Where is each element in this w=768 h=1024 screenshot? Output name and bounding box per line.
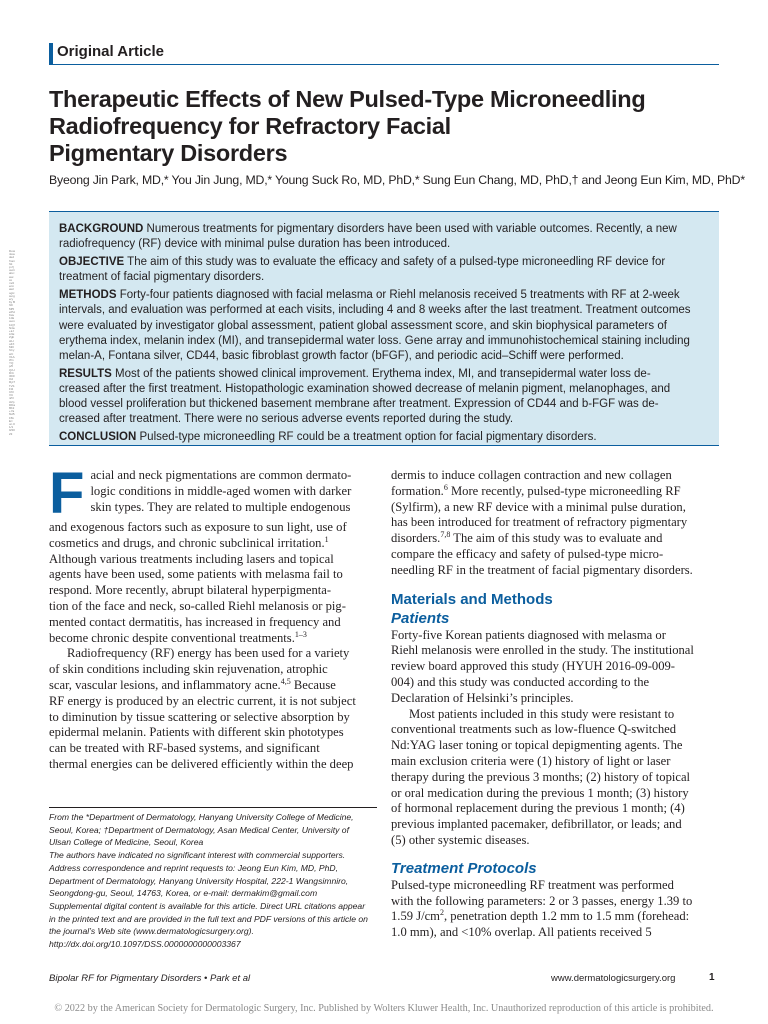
body-line: Declaration of Helsinki’s principles. (391, 690, 574, 705)
body-column-right (391, 468, 719, 941)
abstract-line: erythema index, melanin index (MI), and transepidermal water loss. Gene array and immunohistochemical staining including (59, 334, 690, 347)
header-rule (49, 64, 719, 65)
abstract-line: radiofrequency (RF) device with minimal pulse duration has been introduced. (59, 238, 451, 251)
abstract-box (49, 211, 719, 446)
abstract-line: intervals, and evaluation was performed at each visits, including 4 and 8 weeks after the last treatment. Treatment outcomes (59, 304, 691, 317)
body-line: Forty-five Korean patients diagnosed with melasma or (391, 627, 666, 642)
subsection-heading-protocols: Treatment Protocols (391, 859, 537, 877)
footnote-affiliation: Seoul, Korea; †Department of Dermatology, Asan Medical Center, University of (49, 824, 349, 835)
abstract-label-methods: METHODS (59, 289, 117, 302)
body-line: cosmetics and drugs, and chronic subclinical irritation.$^1$ (49, 534, 329, 550)
footnote-affiliation: Ulsan College of Medicine, Seoul, Korea (49, 837, 204, 848)
body-line: logic conditions in middle-aged women with darker (90, 483, 352, 498)
body-line: Although various treatments including lasers and topical (49, 551, 334, 566)
abstract-line: were evaluated by investigator global assessment, patient global assessment score, and skin biophysical parameters of (59, 319, 667, 332)
title-line: Therapeutic Effects of New Pulsed-Type Microneedling (49, 86, 646, 112)
section-heading-methods: Materials and Methods (391, 590, 553, 608)
footnote-correspondence: Address correspondence and reprint requests to: Jeong Eun Kim, MD, PhD, (49, 862, 338, 873)
body-line: conventional treatments such as low-fluence Q-switched (391, 722, 677, 737)
body-line: (Sylfirm), a new RF device with a minimal pulse duration, (391, 499, 686, 514)
body-line: mented contact dermatitis, has increased in frequency and (49, 614, 341, 629)
body-line: 1.0 mm), and <10% overlap. All patients received 5 (391, 925, 652, 940)
subsection-heading-patients: Patients (391, 609, 450, 627)
journal-url[interactable]: www.dermatologicsurgery.org (551, 973, 676, 984)
body-line: epidermal melanin. Patients with different skin phototypes (49, 725, 344, 740)
body-line: respond. More recently, abrupt bilateral hyperpigmenta- (49, 583, 332, 598)
author-list: Byeong Jin Park, MD,* You Jin Jung, MD,* Young Suck Ro, MD, PhD,* Sung Eun Chang, MD, PhD,† and Jeong Eun Kim, MD, PhD* (49, 173, 745, 187)
body-line: thermal energies can be delivered efficiently within the deep (49, 756, 354, 771)
running-footer: Bipolar RF for Pigmentary Disorders • Park et al (49, 973, 251, 984)
title-line: Pigmentary Disorders (49, 140, 288, 166)
download-note: Downloaded from http://journals.lww.com/dermatologicsurgery by BhDMf5ePHKav1zEoum1tQfN4a+kJLhEZgbsIHo4XMi0hCywCX1AWnYQp/IlQrHD3i3D0OdRyi7TvSFl4Cf3VC4/OAVpDDa8K2+Ya6H515kE= on 01/10/2023 (9, 250, 15, 436)
body-line: (5) other systemic diseases. (391, 832, 530, 847)
body-column-left (49, 461, 377, 773)
body-line: main exclusion criteria were (1) history of light or laser (391, 753, 671, 768)
body-line: 004) and this study was conducted according to the (391, 674, 650, 689)
abstract-line: Pulsed-type microneedling RF could be a treatment option for facial pigmentary disorders. (136, 431, 597, 444)
body-line: has been introduced for treatment of refractory pigmentary (391, 515, 688, 530)
copyright-notice: © 2022 by the American Society for Dermatologic Surgery, Inc. Published by Wolters Kluwer Health, Inc. Unauthorized reproduction of this article is prohibited. (54, 1003, 714, 1014)
body-line: therapy during the previous 3 months; (2) history of topical (391, 769, 691, 784)
body-line: agents have been used, some patients with melasma fail to (49, 567, 343, 582)
abstract-label-results: RESULTS (59, 367, 112, 380)
citation-ref[interactable]: 6 (443, 482, 448, 492)
body-line: skin types. They are related to multiple endogenous (90, 499, 351, 514)
article-title (49, 86, 739, 167)
footnotes (49, 811, 377, 951)
abstract-text (59, 222, 711, 445)
body-line: scar, vascular lesions, and inflammatory acne.$^{4,5}$ Because (49, 676, 336, 692)
body-line: dermis to induce collagen contraction and new collagen (391, 468, 672, 482)
abstract-line: blood vessel proliferation but thickened basement membrane after treatment. Expression of CD44 and b-FGF was de- (59, 398, 659, 411)
footnote-correspondence: Department of Dermatology, Hanyang University Hospital, 222-1 Wangsimniro, (49, 875, 349, 886)
abstract-label-conclusion: CONCLUSION (59, 431, 137, 444)
body-line: Radiofrequency (RF) energy has been used for a variety (67, 646, 350, 661)
body-line: Nd:YAG laser toning or topical depigmenting agents. The (391, 738, 683, 753)
body-line: can be treated with RF-based systems, and significant (49, 741, 320, 756)
body-line: acial and neck pigmentations are common dermato- (90, 468, 352, 482)
body-line: or oral medication during the previous 1 month; (3) history (391, 785, 689, 800)
footnote-supplemental: Supplemental digital content is available for this article. Direct URL citations appear (49, 900, 366, 911)
abstract-line: treatment of facial pigmentary disorders. (59, 271, 265, 284)
page-number: 1 (709, 972, 715, 983)
body-line: review board approved this study (HYUH 2016-09-009- (391, 659, 675, 674)
body-line: become chronic despite conventional treatments.$^{1-3}$ (49, 629, 307, 645)
abstract-label-objective: OBJECTIVE (59, 256, 125, 269)
article-type-marker (49, 43, 53, 64)
body-line: RF energy is produced by an electric current, it is not subject (49, 693, 356, 708)
abstract-line: The aim of this study was to evaluate the efficacy and safety of a pulsed-type microneedling RF device for (124, 256, 666, 269)
footnote-email[interactable]: Seongdong-gu, Seoul, 14763, Korea, or e-mail: dermakim@gmail.com (49, 888, 318, 899)
body-line: 1.59 $J/cm^2$, penetration depth 1.2 mm to 1.5 mm (forehead: (391, 908, 690, 924)
footnote-disclosure: The authors have indicated no significant interest with commercial supporters. (49, 850, 346, 861)
body-line: needling RF in the treatment of facial pigmentary disorders. (391, 562, 693, 577)
citation-ref[interactable]: 1–3 (294, 629, 307, 639)
abstract-line: creased after treatment. There were no serious adverse events reported during the study. (59, 413, 514, 426)
body-line: formation.$^6$ More recently, pulsed-type microneedling RF (391, 482, 681, 498)
body-line: of skin conditions including skin rejuvenation, atrophic (49, 662, 328, 677)
body-line: to diminution by tissue scattering or selective absorption by (49, 709, 350, 724)
article-type-label: Original Article (57, 43, 164, 60)
abstract-line: melan-A, Fontana silver, CD44, basic fibroblast growth factor (bFGF), and periodic acid–Schiff were performed. (59, 349, 624, 362)
abstract-line: creased after the first treatment. Histopathologic examination showed decrease of melanin pigment, melanophages, and (59, 382, 671, 395)
body-line: Most patients included in this study were resistant to (409, 706, 675, 721)
footnote-rule (49, 807, 377, 808)
body-line: previous implanted pacemaker, defibrillator, or leads; and (391, 817, 682, 832)
footnote-affiliation: From the *Department of Dermatology, Hanyang University College of Medicine, (49, 812, 354, 822)
footnote-supplemental: the journal’s Web site (www.dermatologicsurgery.org). (49, 926, 254, 937)
drop-cap: F (49, 461, 85, 526)
citation-ref[interactable]: 7,8 (440, 530, 451, 539)
title-line: Radiofrequency for Refractory Facial (49, 113, 451, 139)
abstract-line: Numerous treatments for pigmentary disorders have been used with variable outcomes. Recently, a new (143, 223, 677, 235)
abstract-line: Forty-four patients diagnosed with facial melasma or Riehl melanosis received 5 treatments with RF at 2-week (116, 289, 680, 302)
body-line: with the following parameters: 2 or 3 passes, energy 1.39 to (391, 893, 693, 908)
body-line: Riehl melanosis were enrolled in the study. The institutional (391, 643, 694, 658)
body-line: disorders.$^{7,8}$ The aim of this study was to evaluate and (391, 530, 663, 546)
body-line: of hormonal replacement during the previous 1 month; (4) (391, 801, 685, 816)
body-line: compare the efficacy and safety of pulsed-type micro- (391, 546, 664, 561)
citation-ref[interactable]: 1 (324, 534, 329, 544)
body-line: tion of the face and neck, so-called Riehl melanosis or pig- (49, 598, 346, 613)
body-line: and exogenous factors such as exposure to sun light, use of (49, 520, 347, 534)
citation-ref[interactable]: 4,5 (280, 676, 291, 686)
doi-link[interactable]: http://dx.doi.org/10.1097/DSS.0000000000003367 (49, 939, 241, 950)
footnote-supplemental: in the printed text and are provided in the full text and PDF versions of this article on (49, 913, 368, 924)
abstract-line: Most of the patients showed clinical improvement. Erythema index, MI, and transepidermal water loss de- (111, 367, 651, 380)
body-line: Pulsed-type microneedling RF treatment was performed (391, 877, 674, 892)
abstract-label-background: BACKGROUND (59, 223, 144, 235)
